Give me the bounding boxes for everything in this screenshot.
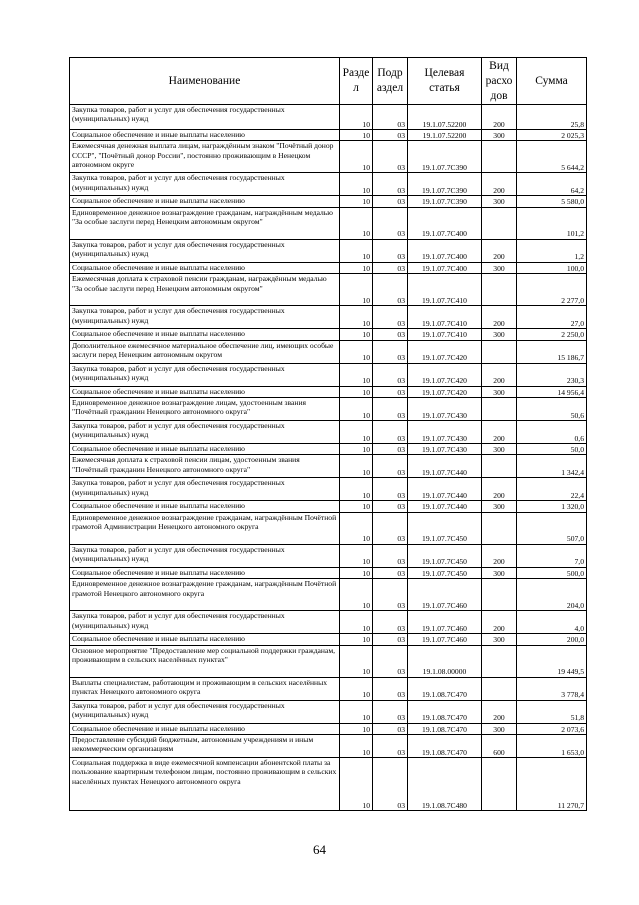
cell-r: 10 (340, 700, 373, 723)
cell-p: 03 (373, 130, 408, 141)
table-row (70, 207, 587, 239)
cell-name: Закупка товаров, работ и услуг для обеспечения государственных (муниципальных) нужд (70, 173, 340, 196)
cell-cs: 19.1.07.7С420 (408, 363, 482, 386)
cell-name: Закупка товаров, работ и услуг для обеспечения государственных (муниципальных) нужд (70, 306, 340, 329)
cell-p: 03 (373, 196, 408, 207)
cell-p: 03 (373, 478, 408, 501)
cell-s: 11 270,7 (517, 758, 587, 811)
header-podrazdel: Подр аздел (373, 58, 408, 105)
cell-p: 03 (373, 386, 408, 397)
cell-v: 300 (482, 386, 517, 397)
cell-s: 101,2 (517, 207, 587, 239)
table-row (70, 512, 587, 544)
cell-v: 300 (482, 262, 517, 273)
table-row (70, 723, 587, 734)
cell-v: 200 (482, 173, 517, 196)
cell-cs: 19.1.07.7С430 (408, 444, 482, 455)
cell-s: 7,0 (517, 544, 587, 567)
cell-v: 200 (482, 105, 517, 130)
page-number: 64 (313, 842, 326, 857)
cell-s: 1,2 (517, 239, 587, 262)
cell-name: Основное мероприятие "Предоставление мер социальной поддержки гражданам, проживающим в сельских населённых пунктах" (70, 645, 340, 677)
cell-s: 1 320,0 (517, 501, 587, 512)
budget-table (69, 57, 587, 811)
cell-cs: 19.1.07.7С430 (408, 421, 482, 444)
table-row (70, 363, 587, 386)
cell-r: 10 (340, 567, 373, 578)
cell-v: 200 (482, 478, 517, 501)
cell-p: 03 (373, 723, 408, 734)
cell-name: Ежемесячная доплата к страховой пенсии лицам, удостоенным звания "Почётный гражданин Ненецкого автономного округа" (70, 455, 340, 478)
cell-name: Единовременное денежное вознаграждение гражданам, награждённым Почётной грамотой Администрации Ненецкого автономного округа (70, 512, 340, 544)
cell-name: Закупка товаров, работ и услуг для обеспечения государственных (муниципальных) нужд (70, 363, 340, 386)
cell-v (482, 340, 517, 363)
cell-r: 10 (340, 723, 373, 734)
cell-p: 03 (373, 363, 408, 386)
cell-r: 10 (340, 207, 373, 239)
cell-r: 10 (340, 579, 373, 611)
cell-s: 50,6 (517, 398, 587, 421)
cell-p: 03 (373, 398, 408, 421)
cell-cs: 19.1.07.52200 (408, 105, 482, 130)
cell-s: 2 277,0 (517, 274, 587, 306)
cell-r: 10 (340, 386, 373, 397)
cell-p: 03 (373, 700, 408, 723)
cell-name: Ежемесячная доплата к страховой пенсии гражданам, награждённым медалью "За особые заслуги перед Ненецким автономным округом" (70, 274, 340, 306)
cell-r: 10 (340, 478, 373, 501)
cell-name: Социальное обеспечение и иные выплаты населению (70, 386, 340, 397)
table-row (70, 141, 587, 173)
cell-v: 200 (482, 611, 517, 634)
cell-s: 507,0 (517, 512, 587, 544)
cell-v (482, 141, 517, 173)
cell-r: 10 (340, 363, 373, 386)
cell-p: 03 (373, 340, 408, 363)
cell-v: 200 (482, 544, 517, 567)
cell-r: 10 (340, 105, 373, 130)
cell-p: 03 (373, 501, 408, 512)
cell-v: 300 (482, 444, 517, 455)
cell-v: 200 (482, 421, 517, 444)
cell-s: 19 449,5 (517, 645, 587, 677)
table-row (70, 421, 587, 444)
cell-v (482, 677, 517, 700)
table-row (70, 579, 587, 611)
cell-cs: 19.1.07.7С440 (408, 478, 482, 501)
cell-cs: 19.1.08.7С470 (408, 735, 482, 758)
table-row (70, 735, 587, 758)
cell-cs: 19.1.07.7С460 (408, 611, 482, 634)
cell-r: 10 (340, 173, 373, 196)
cell-v (482, 512, 517, 544)
table-row (70, 611, 587, 634)
cell-v: 200 (482, 239, 517, 262)
cell-r: 10 (340, 455, 373, 478)
cell-cs: 19.1.07.7С430 (408, 398, 482, 421)
cell-p: 03 (373, 677, 408, 700)
cell-cs: 19.1.07.7С390 (408, 196, 482, 207)
cell-name: Выплаты специалистам, работающим и проживающим в сельских населённых пунктах Ненецкого автономного округа (70, 677, 340, 700)
cell-p: 03 (373, 611, 408, 634)
cell-name: Закупка товаров, работ и услуг для обеспечения государственных (муниципальных) нужд (70, 421, 340, 444)
cell-name: Социальное обеспечение и иные выплаты населению (70, 634, 340, 645)
table-row (70, 444, 587, 455)
cell-r: 10 (340, 340, 373, 363)
header-name: Наименование (70, 58, 340, 105)
cell-p: 03 (373, 544, 408, 567)
table-row (70, 340, 587, 363)
cell-r: 10 (340, 677, 373, 700)
cell-cs: 19.1.07.7С400 (408, 207, 482, 239)
cell-cs: 19.1.07.7С400 (408, 239, 482, 262)
cell-r: 10 (340, 130, 373, 141)
table-row (70, 173, 587, 196)
header-razdel: Разде л (340, 58, 373, 105)
cell-name: Социальное обеспечение и иные выплаты населению (70, 262, 340, 273)
table-row (70, 758, 587, 811)
table-row (70, 501, 587, 512)
cell-v (482, 645, 517, 677)
cell-cs: 19.1.07.7С410 (408, 274, 482, 306)
cell-p: 03 (373, 207, 408, 239)
cell-cs: 19.1.07.7С440 (408, 501, 482, 512)
cell-cs: 19.1.07.7С410 (408, 329, 482, 340)
cell-name: Социальное обеспечение и иные выплаты населению (70, 723, 340, 734)
cell-name: Дополнительное ежемесячное материальное обеспечение лиц, имеющих особые заслуги перед Ненецким автономным округом (70, 340, 340, 363)
cell-name: Социальное обеспечение и иные выплаты населению (70, 567, 340, 578)
cell-v: 300 (482, 196, 517, 207)
cell-cs: 19.1.07.7С420 (408, 386, 482, 397)
cell-cs: 19.1.07.7С450 (408, 567, 482, 578)
cell-r: 10 (340, 141, 373, 173)
cell-s: 15 186,7 (517, 340, 587, 363)
cell-p: 03 (373, 735, 408, 758)
cell-name: Социальная поддержка в виде ежемесячной компенсации абонентской платы за пользование квартирным телефоном лицам, постоянно проживающим в сельских населённых пунктах Ненецкого автономного округа (70, 758, 340, 811)
table-row (70, 262, 587, 273)
cell-r: 10 (340, 512, 373, 544)
cell-r: 10 (340, 645, 373, 677)
cell-p: 03 (373, 239, 408, 262)
cell-p: 03 (373, 634, 408, 645)
cell-r: 10 (340, 735, 373, 758)
cell-v (482, 579, 517, 611)
cell-s: 14 956,4 (517, 386, 587, 397)
cell-cs: 19.1.08.00000 (408, 645, 482, 677)
table-row (70, 677, 587, 700)
header-sum: Сумма (517, 58, 587, 105)
cell-p: 03 (373, 579, 408, 611)
cell-name: Закупка товаров, работ и услуг для обеспечения государственных (муниципальных) нужд (70, 611, 340, 634)
cell-p: 03 (373, 567, 408, 578)
cell-p: 03 (373, 444, 408, 455)
cell-r: 10 (340, 501, 373, 512)
cell-name: Единовременное денежное вознаграждение гражданам, награждённым медалью "За особые заслуги перед Ненецким автономным округом" (70, 207, 340, 239)
cell-name: Закупка товаров, работ и услуг для обеспечения государственных (муниципальных) нужд (70, 239, 340, 262)
table-row (70, 398, 587, 421)
cell-p: 03 (373, 329, 408, 340)
cell-name: Социальное обеспечение и иные выплаты населению (70, 501, 340, 512)
table-row (70, 329, 587, 340)
cell-name: Социальное обеспечение и иные выплаты населению (70, 130, 340, 141)
cell-s: 1 342,4 (517, 455, 587, 478)
table-row (70, 567, 587, 578)
table-row (70, 634, 587, 645)
cell-cs: 19.1.07.7С420 (408, 340, 482, 363)
cell-cs: 19.1.07.7С390 (408, 141, 482, 173)
cell-v (482, 274, 517, 306)
cell-v (482, 207, 517, 239)
cell-name: Закупка товаров, работ и услуг для обеспечения государственных (муниципальных) нужд (70, 700, 340, 723)
header-expense-type: Вид расхо дов (482, 58, 517, 105)
cell-s: 51,8 (517, 700, 587, 723)
cell-name: Социальное обеспечение и иные выплаты населению (70, 196, 340, 207)
cell-v: 600 (482, 735, 517, 758)
cell-p: 03 (373, 758, 408, 811)
cell-name: Ежемесячная денежная выплата лицам, награждённым знаком "Почётный донор СССР", "Почётный донор России", постоянно проживающим в Ненецком автономном округе (70, 141, 340, 173)
cell-name: Социальное обеспечение и иные выплаты населению (70, 329, 340, 340)
cell-s: 2 250,0 (517, 329, 587, 340)
cell-cs: 19.1.08.7С480 (408, 758, 482, 811)
cell-p: 03 (373, 455, 408, 478)
cell-s: 5 580,0 (517, 196, 587, 207)
cell-s: 2 025,3 (517, 130, 587, 141)
cell-cs: 19.1.07.7С440 (408, 455, 482, 478)
cell-s: 5 644,2 (517, 141, 587, 173)
table-row (70, 645, 587, 677)
cell-p: 03 (373, 173, 408, 196)
cell-v (482, 758, 517, 811)
table-row (70, 478, 587, 501)
cell-r: 10 (340, 634, 373, 645)
cell-v: 300 (482, 329, 517, 340)
cell-v: 300 (482, 130, 517, 141)
cell-s: 1 653,0 (517, 735, 587, 758)
table-row (70, 130, 587, 141)
cell-r: 10 (340, 758, 373, 811)
cell-p: 03 (373, 262, 408, 273)
cell-r: 10 (340, 444, 373, 455)
table-row (70, 274, 587, 306)
cell-cs: 19.1.07.7С390 (408, 173, 482, 196)
cell-r: 10 (340, 262, 373, 273)
cell-r: 10 (340, 421, 373, 444)
cell-p: 03 (373, 645, 408, 677)
cell-p: 03 (373, 306, 408, 329)
cell-cs: 19.1.07.7С410 (408, 306, 482, 329)
cell-p: 03 (373, 141, 408, 173)
cell-cs: 19.1.07.7С400 (408, 262, 482, 273)
cell-p: 03 (373, 421, 408, 444)
cell-p: 03 (373, 274, 408, 306)
cell-r: 10 (340, 196, 373, 207)
cell-v: 300 (482, 501, 517, 512)
cell-name: Социальное обеспечение и иные выплаты населению (70, 444, 340, 455)
cell-s: 4,0 (517, 611, 587, 634)
cell-s: 204,0 (517, 579, 587, 611)
table-row (70, 105, 587, 130)
cell-name: Единовременное денежное вознаграждение лицам, удостоенным звания "Почётный гражданин Ненецкого автономного округа" (70, 398, 340, 421)
cell-v: 300 (482, 634, 517, 645)
cell-r: 10 (340, 329, 373, 340)
cell-v: 200 (482, 363, 517, 386)
cell-v: 200 (482, 306, 517, 329)
header-row (70, 58, 587, 105)
cell-s: 100,0 (517, 262, 587, 273)
cell-cs: 19.1.07.7С460 (408, 579, 482, 611)
cell-s: 50,0 (517, 444, 587, 455)
cell-s: 3 778,4 (517, 677, 587, 700)
cell-r: 10 (340, 239, 373, 262)
cell-name: Предоставление субсидий бюджетным, автономным учреждениям и иным некоммерческим организациям (70, 735, 340, 758)
cell-cs: 19.1.07.7С450 (408, 512, 482, 544)
table-row (70, 196, 587, 207)
cell-s: 64,2 (517, 173, 587, 196)
table-row (70, 544, 587, 567)
cell-cs: 19.1.08.7С470 (408, 723, 482, 734)
table-row (70, 700, 587, 723)
cell-name: Единовременное денежное вознаграждение гражданам, награждённым Почётной грамотой Ненецкого автономного округа (70, 579, 340, 611)
cell-s: 22,4 (517, 478, 587, 501)
cell-s: 25,8 (517, 105, 587, 130)
cell-name: Закупка товаров, работ и услуг для обеспечения государственных (муниципальных) нужд (70, 105, 340, 130)
cell-cs: 19.1.07.7С450 (408, 544, 482, 567)
cell-s: 0,6 (517, 421, 587, 444)
cell-cs: 19.1.08.7С470 (408, 700, 482, 723)
cell-v (482, 398, 517, 421)
cell-v: 300 (482, 567, 517, 578)
cell-s: 500,0 (517, 567, 587, 578)
cell-r: 10 (340, 306, 373, 329)
table-row (70, 455, 587, 478)
cell-v (482, 455, 517, 478)
cell-r: 10 (340, 398, 373, 421)
cell-v: 200 (482, 700, 517, 723)
cell-s: 2 073,6 (517, 723, 587, 734)
table-row (70, 386, 587, 397)
cell-cs: 19.1.07.52200 (408, 130, 482, 141)
cell-s: 27,0 (517, 306, 587, 329)
cell-s: 200,0 (517, 634, 587, 645)
cell-cs: 19.1.07.7С460 (408, 634, 482, 645)
cell-p: 03 (373, 105, 408, 130)
table-body (70, 105, 587, 811)
cell-v: 300 (482, 723, 517, 734)
header-target-article: Целевая статья (408, 58, 482, 105)
cell-r: 10 (340, 544, 373, 567)
cell-r: 10 (340, 274, 373, 306)
cell-name: Закупка товаров, работ и услуг для обеспечения государственных (муниципальных) нужд (70, 544, 340, 567)
cell-p: 03 (373, 512, 408, 544)
cell-s: 230,3 (517, 363, 587, 386)
table-row (70, 239, 587, 262)
cell-cs: 19.1.08.7С470 (408, 677, 482, 700)
cell-r: 10 (340, 611, 373, 634)
table-row (70, 306, 587, 329)
cell-name: Закупка товаров, работ и услуг для обеспечения государственных (муниципальных) нужд (70, 478, 340, 501)
